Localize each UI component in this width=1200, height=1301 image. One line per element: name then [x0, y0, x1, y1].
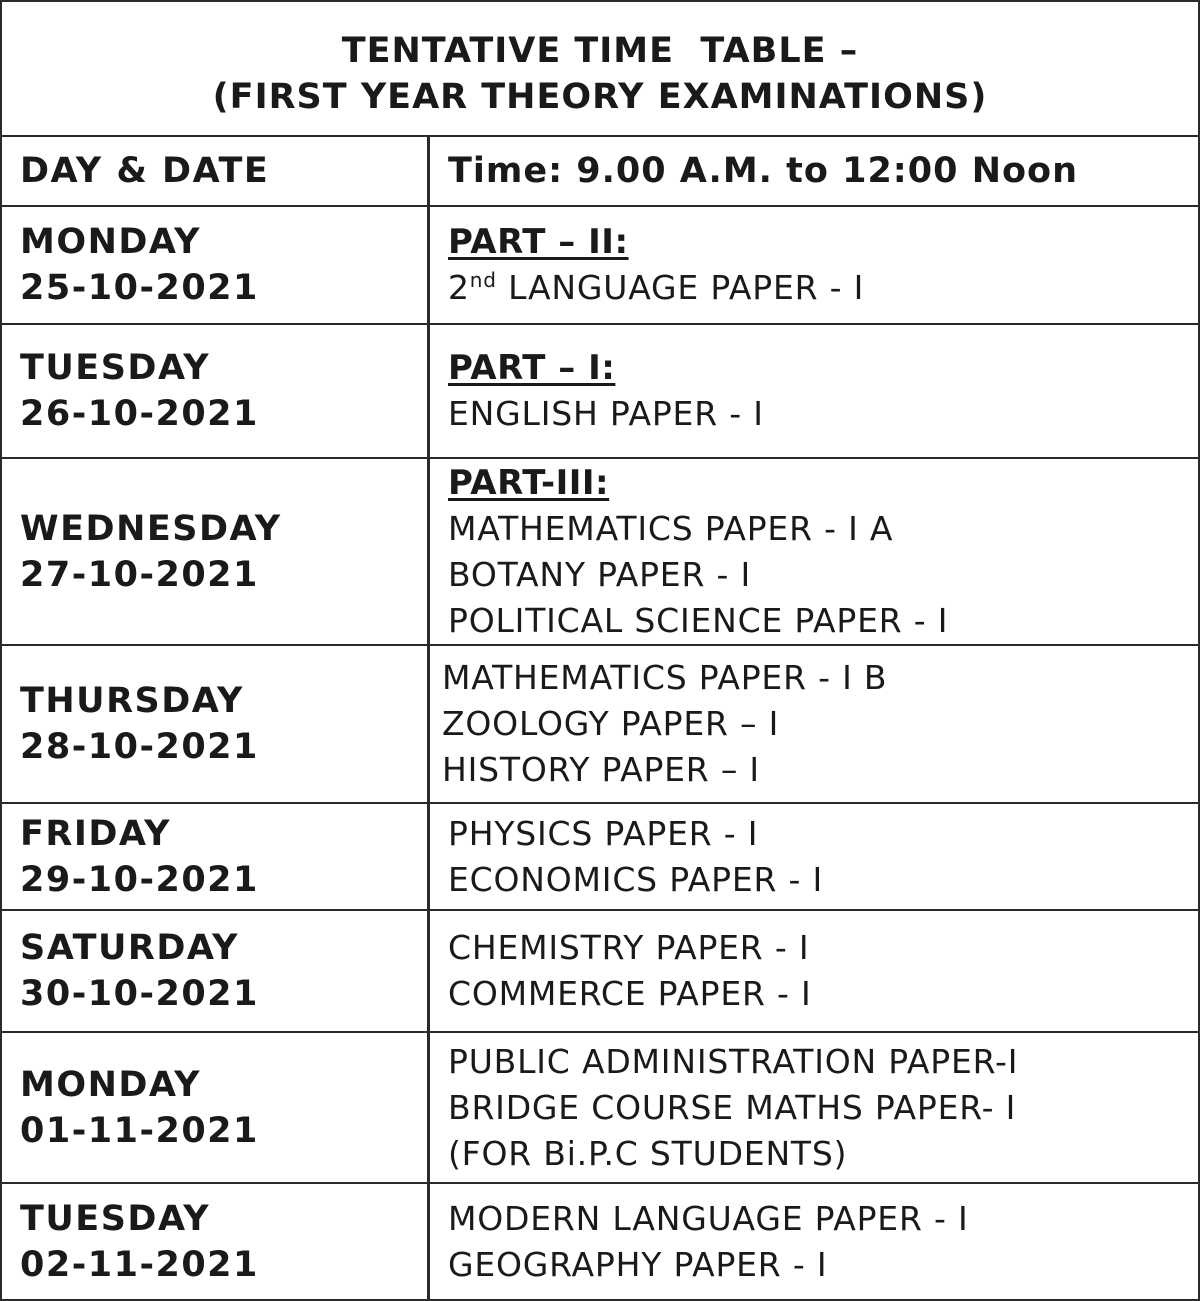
- part-heading: [448, 219, 1198, 265]
- exam-date: 29-10-2021: [20, 859, 259, 900]
- header-time-cell: [430, 137, 1198, 205]
- part-heading: [448, 460, 1198, 506]
- subject-line: MATHEMATICS PAPER - I B: [442, 658, 888, 697]
- subject-line: (FOR Bi.P.C STUDENTS): [448, 1133, 848, 1173]
- subject-line: MATHEMATICS PAPER - I A: [448, 508, 894, 548]
- day-name: WEDNESDAY: [20, 508, 282, 549]
- title-block: [2, 2, 1198, 137]
- exam-date: 25-10-2021: [20, 268, 259, 308]
- subjects-cell: [430, 646, 1198, 802]
- subject-line: [448, 265, 1198, 311]
- subject-line: POLITICAL SCIENCE PAPER - I: [448, 600, 949, 640]
- table-row: [2, 325, 1198, 459]
- table-row: [2, 804, 1198, 911]
- ordinal-number: 2: [448, 268, 470, 307]
- header-time: Time: 9.00 A.M. to 12:00 Noon: [448, 151, 1078, 191]
- day-name: MONDAY: [20, 222, 202, 262]
- exam-date: 26-10-2021: [20, 394, 259, 434]
- table-row: [2, 1184, 1198, 1299]
- day-name: TUESDAY: [20, 348, 211, 388]
- day-date-cell: [2, 1184, 430, 1299]
- subjects-cell: [430, 207, 1198, 323]
- subject-line: ZOOLOGY PAPER – I: [442, 704, 780, 743]
- subject-line: HISTORY PAPER – I: [442, 750, 760, 789]
- subject-line: COMMERCE PAPER - I: [448, 974, 812, 1013]
- subject-line: BRIDGE COURSE MATHS PAPER- I: [448, 1087, 1017, 1127]
- subject-line: GEOGRAPHY PAPER - I: [448, 1244, 828, 1284]
- subjects-cell: [430, 459, 1198, 644]
- day-date-cell: [2, 207, 430, 323]
- table-row: [2, 207, 1198, 325]
- subject-line: CHEMISTRY PAPER - I: [448, 928, 810, 967]
- day-date-cell: [2, 1033, 430, 1182]
- title-line-2: (FIRST YEAR THEORY EXAMINATIONS): [212, 77, 988, 117]
- subjects-cell: [430, 911, 1198, 1031]
- subject-line: PUBLIC ADMINISTRATION PAPER-I: [448, 1041, 1019, 1081]
- subject-line: ECONOMICS PAPER - I: [448, 859, 824, 899]
- day-date-cell: [2, 804, 430, 909]
- subjects-cell: [430, 1033, 1198, 1182]
- day-name: MONDAY: [20, 1064, 202, 1105]
- day-date-cell: [2, 911, 430, 1031]
- day-name: SATURDAY: [20, 928, 239, 968]
- table-row: [2, 459, 1198, 646]
- part-heading-text: PART-III: [448, 462, 596, 503]
- day-name: FRIDAY: [20, 813, 172, 854]
- title-line-1: TENTATIVE TIME TABLE –: [341, 31, 859, 71]
- subject-text: LANGUAGE PAPER - I: [508, 268, 865, 307]
- timetable-table: [2, 137, 1198, 1299]
- table-header-row: [2, 137, 1198, 207]
- header-day-date-cell: [2, 137, 430, 205]
- part-heading-colon: :: [595, 462, 610, 503]
- table-row: [2, 911, 1198, 1033]
- part-heading-text: PART – II: [448, 222, 615, 262]
- day-date-cell: [2, 646, 430, 802]
- subjects-cell: [430, 1184, 1198, 1299]
- ordinal-suffix: nd: [469, 268, 497, 292]
- day-date-cell: [2, 325, 430, 457]
- header-day-date: DAY & DATE: [20, 151, 270, 191]
- subject-line: MODERN LANGUAGE PAPER - I: [448, 1198, 969, 1238]
- exam-date: 27-10-2021: [20, 554, 259, 595]
- subjects-cell: [430, 804, 1198, 909]
- subjects-cell: [430, 325, 1198, 457]
- subject-line: BOTANY PAPER - I: [448, 554, 751, 594]
- part-heading-colon: :: [614, 222, 629, 262]
- table-row: [2, 646, 1198, 804]
- exam-date: 02-11-2021: [20, 1244, 259, 1285]
- day-name: TUESDAY: [20, 1198, 211, 1239]
- exam-date: 28-10-2021: [20, 727, 259, 767]
- subject-line: PHYSICS PAPER - I: [448, 813, 759, 853]
- exam-date: 30-10-2021: [20, 974, 259, 1014]
- table-row: [2, 1033, 1198, 1184]
- exam-date: 01-11-2021: [20, 1110, 259, 1151]
- part-heading: PART – I:: [448, 348, 616, 388]
- subject-line: ENGLISH PAPER - I: [448, 394, 764, 433]
- day-name: THURSDAY: [20, 681, 244, 721]
- day-date-cell: [2, 459, 430, 644]
